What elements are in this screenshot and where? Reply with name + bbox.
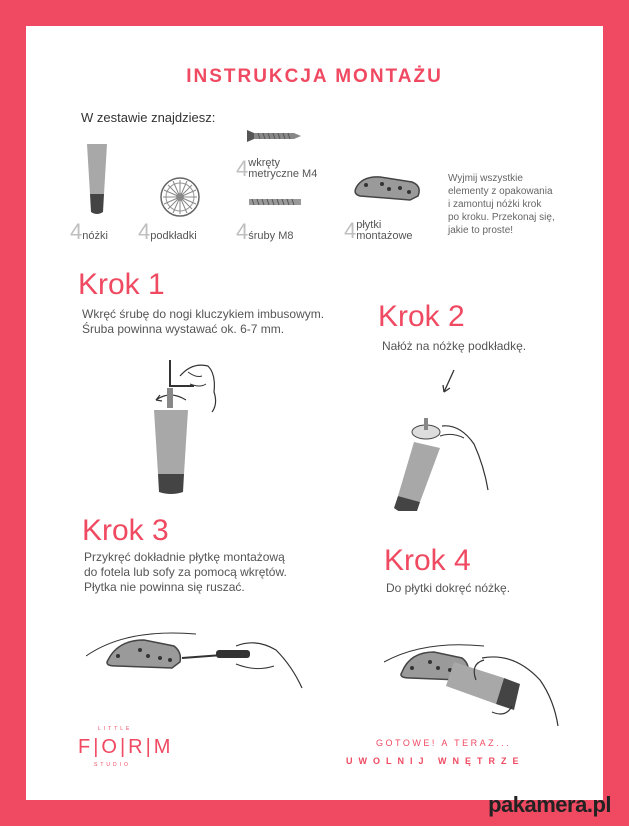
step-1-line: Wkręć śrubę do nogi kluczykiem imbusowym. — [82, 307, 325, 321]
step-2-title: Krok 2 — [378, 300, 465, 333]
kit-label-line1: płytki — [356, 219, 382, 231]
watermark: pakamera.pl — [488, 792, 611, 817]
step-4-title: Krok 4 — [384, 544, 471, 577]
kit-label: nóżki — [82, 230, 108, 242]
washer-icon — [159, 176, 201, 218]
step-2-description — [382, 339, 526, 354]
intro-line: po kroku. Przekonaj się, — [448, 212, 555, 223]
bolt-icon — [248, 197, 302, 207]
step-1-line: Śruba powinna wystawać ok. 6-7 mm. — [82, 322, 285, 336]
step-4-line: Do płytki dokręć nóżkę. — [386, 581, 511, 595]
step-4-description — [386, 581, 510, 596]
kit-label: podkładki — [150, 230, 197, 242]
kit-heading: W zestawie znajdziesz: — [81, 110, 216, 125]
kit-item-bolts — [236, 219, 294, 245]
step-3-line: Przykręć dokładnie płytkę montażową — [84, 550, 285, 564]
kit-label-line2: metryczne M4 — [248, 168, 318, 180]
mounting-plate-icon — [352, 174, 424, 202]
kit-qty: 4 — [138, 219, 151, 244]
kit-item-legs — [70, 219, 108, 245]
step-3-illustration — [86, 616, 306, 716]
step-3-title: Krok 3 — [82, 514, 169, 547]
intro-line: Wyjmij wszystkie — [448, 173, 523, 184]
step-2-illustration — [376, 366, 496, 511]
step-1-title: Krok 1 — [78, 268, 165, 301]
step-1-illustration — [136, 344, 226, 494]
intro-text — [448, 172, 555, 237]
kit-qty: 4 — [236, 219, 249, 244]
kit-item-washers — [138, 219, 197, 245]
kit-qty: 4 — [344, 218, 357, 243]
leg-icon — [84, 142, 110, 216]
kit-qty: 4 — [236, 156, 249, 181]
screw-icon — [246, 128, 302, 144]
step-3-description — [84, 550, 287, 595]
step-4-illustration — [384, 622, 564, 732]
kit-label: śruby M8 — [248, 230, 294, 242]
step-1-description — [82, 307, 324, 337]
kit-label-line1: wkręty — [248, 157, 281, 169]
brand-bottom: STUDIO — [94, 762, 131, 768]
intro-line: i zamontuj nóżki krok — [448, 199, 542, 210]
step-3-line: do fotela lub sofy za pomocą wkrętów. — [84, 565, 287, 579]
kit-item-screws — [236, 156, 317, 182]
instruction-sheet — [26, 26, 603, 800]
kit-qty: 4 — [70, 219, 83, 244]
slogan-line1: GOTOWE! A TERAZ... — [376, 738, 512, 748]
brand-top: LITTLE — [98, 726, 133, 732]
kit-label-line2: montażowe — [356, 230, 413, 242]
step-2-line: Nałóż na nóżkę podkładkę. — [382, 339, 527, 353]
intro-line: jakie to proste! — [448, 225, 514, 236]
intro-line: elementy z opakowania — [448, 186, 553, 197]
page-title: INSTRUKCJA MONTAŻU — [186, 66, 443, 87]
kit-item-plates — [344, 218, 413, 244]
slogan-line2: UWOLNIJ WNĘTRZE — [346, 756, 525, 766]
brand-logo: F|O|R|M — [78, 736, 174, 758]
step-3-line: Płytka nie powinna się ruszać. — [84, 580, 245, 594]
